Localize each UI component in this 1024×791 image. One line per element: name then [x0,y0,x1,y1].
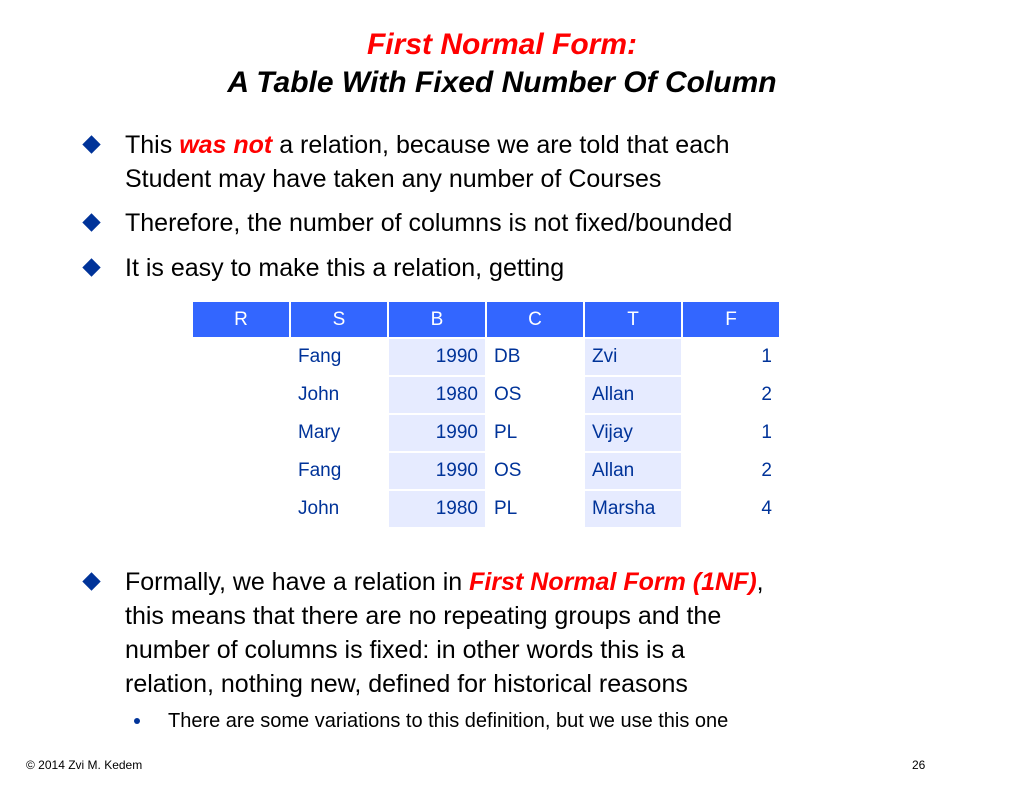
table-cell: John [290,490,388,527]
diamond-bullet-icon [82,213,100,231]
table-cell: 1990 [388,338,486,376]
table-row [193,452,779,490]
table-cell: Fang [290,338,388,376]
table-cell: DB [486,338,584,376]
table-cell-empty [193,452,290,490]
column-header: R [193,302,290,338]
table-row [193,376,779,414]
table-cell: PL [486,414,584,452]
page-number: 26 [912,758,926,772]
footer-copyright: © 2014 Zvi M. Kedem [26,758,143,772]
diamond-bullet-icon [82,258,100,276]
relation-table [193,302,779,527]
table-cell: Marsha [584,490,682,527]
column-header: C [486,302,584,338]
bullet-emphasis: was not [179,131,273,159]
table-cell: Mary [290,414,388,452]
sub-bullet-text: There are some variations to this definition, but we use this one [168,710,729,732]
slide-subtitle: A Table With Fixed Number Of Column [227,66,777,99]
table-cell: 4 [682,490,779,527]
bullet-text: relation, nothing new, defined for historical reasons [125,670,688,698]
table-cell: 2 [682,376,779,414]
table-cell: Fang [290,452,388,490]
table-cell: 1980 [388,376,486,414]
table-cell-empty [193,338,290,376]
table-cell: John [290,376,388,414]
bullet-text: It is easy to make this a relation, getting [125,254,565,282]
table-cell-empty [193,414,290,452]
column-header: S [290,302,388,338]
table-cell: 1990 [388,452,486,490]
table-row [193,490,779,527]
slide-title: First Normal Form: [366,28,638,61]
bullet-text: this means that there are no repeating groups and the [125,602,722,630]
bullet-emphasis: First Normal Form (1NF) [469,568,757,596]
table-cell: PL [486,490,584,527]
table-cell: 2 [682,452,779,490]
column-header: T [584,302,682,338]
table-cell: Allan [584,452,682,490]
table-cell: OS [486,452,584,490]
table-row [193,414,779,452]
bullet-text: Student may have taken any number of Courses [125,165,662,193]
table-cell: 1990 [388,414,486,452]
table-cell: Allan [584,376,682,414]
bullet-text: a relation, because we are told that each [272,131,730,159]
column-header: F [682,302,779,338]
table-cell: Vijay [584,414,682,452]
bullet-text: Therefore, the number of columns is not fixed/bounded [125,209,733,237]
table-cell: 1980 [388,490,486,527]
column-header: B [388,302,486,338]
bullet-text: Formally, we have a relation in [125,568,470,596]
diamond-bullet-icon [82,135,100,153]
bullet-text: number of columns is fixed: in other words this is a [125,636,685,664]
table-cell: 1 [682,338,779,376]
table-cell: 1 [682,414,779,452]
table-cell-empty [193,376,290,414]
diamond-bullet-icon [82,572,100,590]
table-cell: OS [486,376,584,414]
dot-bullet-icon [134,718,140,724]
table-cell: Zvi [584,338,682,376]
table-cell-empty [193,490,290,527]
table-header-row [193,302,779,338]
bullet-text: This [125,131,180,159]
bullet-text: , [756,568,764,596]
table-row [193,338,779,376]
sub-bullet-item [140,706,728,736]
